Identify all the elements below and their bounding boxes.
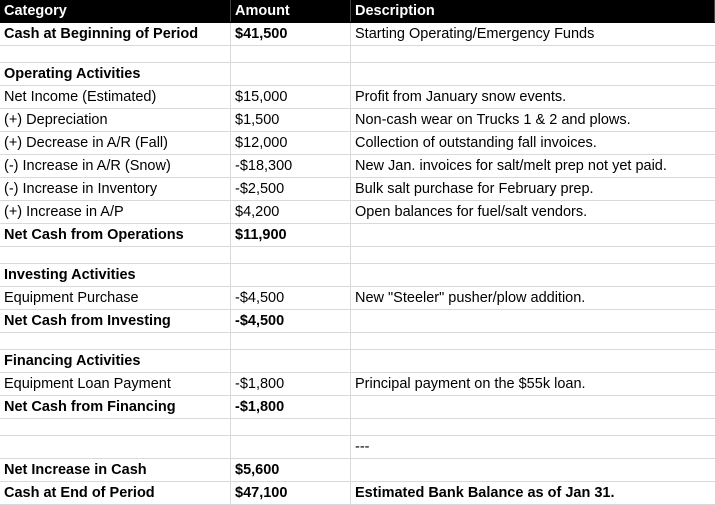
description-cell[interactable] <box>351 264 715 286</box>
table-row <box>0 23 715 46</box>
description-cell[interactable]: --- <box>355 439 370 455</box>
description-cell[interactable] <box>351 396 715 418</box>
category-cell[interactable]: Financing Activities <box>0 350 231 372</box>
category-cell[interactable]: Equipment Purchase <box>0 287 231 309</box>
description-cell[interactable] <box>351 333 715 349</box>
table-row <box>0 109 715 132</box>
table-header-row <box>0 0 715 23</box>
category-cell[interactable]: (-) Increase in A/R (Snow) <box>0 155 231 177</box>
category-cell[interactable]: Net Income (Estimated) <box>0 86 231 108</box>
header-amount[interactable]: Amount <box>231 0 351 22</box>
category-cell[interactable]: (+) Decrease in A/R (Fall) <box>0 132 231 154</box>
table-row <box>0 350 715 373</box>
table-row <box>0 482 715 505</box>
spacer-row <box>0 419 715 436</box>
description-cell[interactable] <box>351 459 715 481</box>
table-row <box>0 224 715 247</box>
category-cell[interactable]: Operating Activities <box>0 63 231 85</box>
description-cell[interactable] <box>351 350 715 372</box>
table-row <box>0 132 715 155</box>
category-cell[interactable]: Equipment Loan Payment <box>0 373 231 395</box>
amount-cell[interactable] <box>231 333 351 349</box>
category-cell[interactable]: Cash at Beginning of Period <box>0 23 231 45</box>
category-cell[interactable]: Net Increase in Cash <box>0 459 231 481</box>
amount-cell[interactable]: -$18,300 <box>231 155 351 177</box>
table-row <box>0 310 715 333</box>
table-row <box>0 264 715 287</box>
table-row <box>0 436 715 459</box>
table-row <box>0 178 715 201</box>
description-cell[interactable]: Open balances for fuel/salt vendors. <box>355 204 588 220</box>
amount-cell[interactable] <box>231 436 351 458</box>
amount-cell[interactable]: $4,200 <box>231 201 351 223</box>
description-cell[interactable]: Non-cash wear on Trucks 1 & 2 and plows. <box>355 112 631 128</box>
table-row <box>0 201 715 224</box>
header-description[interactable]: Description <box>351 0 715 22</box>
description-cell[interactable] <box>351 419 715 435</box>
amount-cell[interactable] <box>231 419 351 435</box>
header-category[interactable]: Category <box>0 0 231 22</box>
description-cell[interactable]: Estimated Bank Balance as of Jan 31. <box>355 485 615 501</box>
description-cell[interactable]: New Jan. invoices for salt/melt prep not yet paid. <box>355 158 667 174</box>
spacer-row <box>0 46 715 63</box>
category-cell[interactable]: Investing Activities <box>0 264 231 286</box>
amount-cell[interactable] <box>231 63 351 85</box>
category-cell[interactable] <box>0 419 231 435</box>
amount-cell[interactable]: -$4,500 <box>231 310 351 332</box>
description-cell[interactable] <box>351 46 715 62</box>
category-cell[interactable] <box>0 247 231 263</box>
amount-cell[interactable]: $41,500 <box>231 23 351 45</box>
description-cell[interactable] <box>351 224 715 246</box>
amount-cell[interactable]: $12,000 <box>231 132 351 154</box>
category-cell[interactable]: Net Cash from Operations <box>0 224 231 246</box>
description-cell[interactable]: Collection of outstanding fall invoices. <box>355 135 597 151</box>
amount-cell[interactable] <box>231 46 351 62</box>
category-cell[interactable]: Cash at End of Period <box>0 482 231 504</box>
category-cell[interactable] <box>0 46 231 62</box>
amount-cell[interactable]: $15,000 <box>231 86 351 108</box>
amount-cell[interactable]: -$2,500 <box>231 178 351 200</box>
amount-cell[interactable]: -$1,800 <box>231 373 351 395</box>
amount-cell[interactable] <box>231 264 351 286</box>
category-cell[interactable]: Net Cash from Financing <box>0 396 231 418</box>
category-cell[interactable]: (+) Depreciation <box>0 109 231 131</box>
table-row <box>0 459 715 482</box>
amount-cell[interactable]: -$1,800 <box>231 396 351 418</box>
table-row <box>0 63 715 86</box>
category-cell[interactable] <box>0 333 231 349</box>
category-cell[interactable]: Net Cash from Investing <box>0 310 231 332</box>
table-row <box>0 287 715 310</box>
table-row <box>0 155 715 178</box>
description-cell[interactable] <box>351 310 715 332</box>
table-body <box>0 23 715 505</box>
amount-cell[interactable]: $1,500 <box>231 109 351 131</box>
table-row <box>0 373 715 396</box>
amount-cell[interactable] <box>231 350 351 372</box>
description-cell[interactable]: Profit from January snow events. <box>355 89 567 105</box>
amount-cell[interactable]: $5,600 <box>231 459 351 481</box>
category-cell[interactable] <box>0 436 231 458</box>
description-cell[interactable]: New "Steeler" pusher/plow addition. <box>355 290 586 306</box>
description-cell[interactable] <box>351 63 715 85</box>
description-cell[interactable]: Starting Operating/Emergency Funds <box>355 26 595 42</box>
description-cell[interactable] <box>351 247 715 263</box>
amount-cell[interactable]: $47,100 <box>231 482 351 504</box>
amount-cell[interactable] <box>231 247 351 263</box>
table-row <box>0 396 715 419</box>
category-cell[interactable]: (-) Increase in Inventory <box>0 178 231 200</box>
spacer-row <box>0 247 715 264</box>
table-row <box>0 86 715 109</box>
category-cell[interactable]: (+) Increase in A/P <box>0 201 231 223</box>
description-cell[interactable]: Bulk salt purchase for February prep. <box>355 181 594 197</box>
amount-cell[interactable]: $11,900 <box>231 224 351 246</box>
amount-cell[interactable]: -$4,500 <box>231 287 351 309</box>
description-cell[interactable]: Principal payment on the $55k loan. <box>355 376 586 392</box>
spacer-row <box>0 333 715 350</box>
